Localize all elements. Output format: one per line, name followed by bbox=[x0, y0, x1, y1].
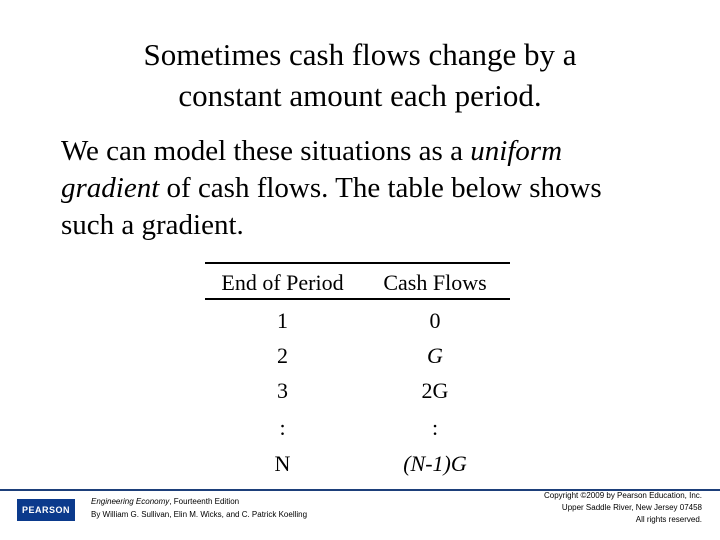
title-line-1: Sometimes cash flows change by a bbox=[143, 37, 577, 72]
footer-book-line bbox=[91, 495, 411, 508]
table-header-period: End of Period bbox=[221, 270, 344, 295]
body-text-part-1: We can model these situations as a bbox=[61, 135, 471, 167]
footer-address: Upper Saddle River, New Jersey 07458 bbox=[561, 503, 702, 512]
table-cell-period: 2 bbox=[277, 343, 288, 368]
footer-book-info bbox=[91, 495, 411, 521]
table-cell-cash-flow: (N-1)G bbox=[403, 451, 467, 476]
footer-copyright bbox=[430, 490, 702, 526]
table-header-rule bbox=[205, 298, 510, 300]
footer-authors: By William G. Sullivan, Elin M. Wicks, and C. Patrick Koelling bbox=[91, 510, 308, 519]
table-cell-period: 1 bbox=[277, 308, 288, 333]
body-paragraph bbox=[61, 133, 661, 244]
title-line-2: constant amount each period. bbox=[178, 78, 542, 113]
footer-rights: All rights reserved. bbox=[635, 515, 702, 524]
pearson-logo bbox=[17, 499, 75, 521]
table-cell-cash-flow: G bbox=[427, 343, 443, 368]
table-cell-period: 3 bbox=[277, 378, 288, 403]
table-header-cash-flows: Cash Flows bbox=[383, 270, 487, 295]
footer-edition: , Fourteenth Edition bbox=[169, 497, 240, 506]
table-cell-period: : bbox=[279, 415, 286, 440]
table-cell-cash-flow: : bbox=[431, 415, 439, 440]
footer-copyright-line: Copyright ©2009 by Pearson Education, Inc. bbox=[544, 491, 702, 500]
footer-book-title: Engineering Economy bbox=[91, 497, 170, 506]
body-italic-term: uniform gradient bbox=[61, 135, 563, 204]
table-top-rule bbox=[205, 262, 510, 264]
table-cell-cash-flow: 2G bbox=[421, 378, 449, 403]
body-text-part-2: of cash flows. The table below shows such a gradient. bbox=[61, 172, 602, 241]
logo-text: PEARSON bbox=[21, 505, 70, 515]
table-cell-cash-flow: 0 bbox=[429, 308, 441, 333]
table-cell-period: N bbox=[274, 451, 291, 476]
slide-title bbox=[40, 34, 680, 116]
